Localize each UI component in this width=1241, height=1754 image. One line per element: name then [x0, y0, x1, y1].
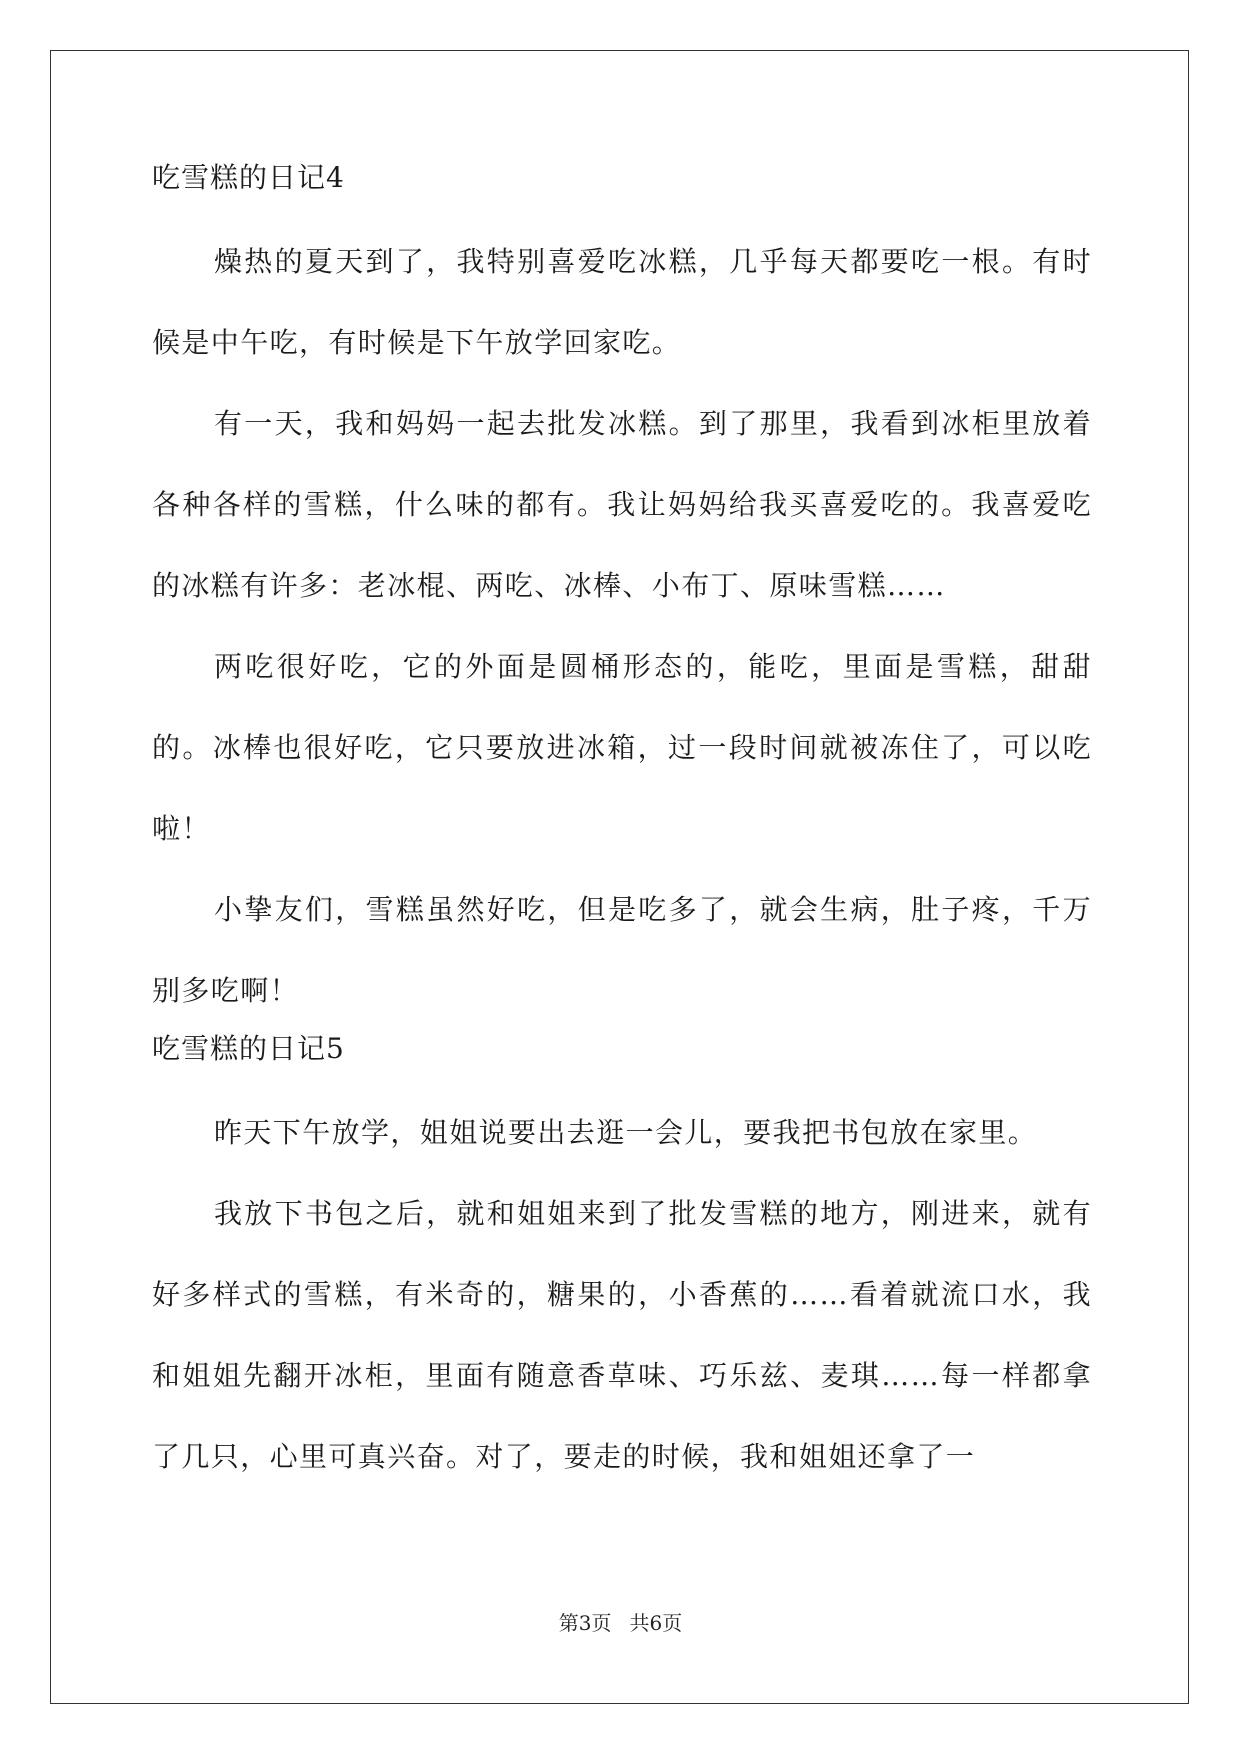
section-title: 吃雪糕的日记4	[152, 161, 345, 194]
page-footer	[0, 1611, 1241, 1635]
paragraph: 我放下书包之后，就和姐姐来到了批发雪糕的地方，刚进来，就有好多样式的雪糕，有米奇的，糖果的，小香蕉的……看着就流口水，我和姐姐先翻开冰柜，里面有随意香草味、巧乐兹、麦琪……每一样都拿了几只，心里可真兴奋。对了，要走的时候，我和姐姐还拿了一	[152, 1197, 1092, 1473]
paragraph: 两吃很好吃，它的外面是圆桶形态的，能吃，里面是雪糕，甜甜的。冰棒也很好吃，它只要放进冰箱，过一段时间就被冻住了，可以吃啦！	[152, 650, 1092, 845]
page-total: 共6页	[629, 1611, 683, 1635]
paragraph: 昨天下午放学，姐姐说要出去逛一会儿，要我把书包放在家里。	[214, 1116, 1038, 1149]
document-body	[152, 160, 1092, 1497]
paragraph: 有一天，我和妈妈一起去批发冰糕。到了那里，我看到冰柜里放着各种各样的雪糕，什么味的都有。我让妈妈给我买喜爱吃的。我喜爱吃的冰糕有许多：老冰棍、两吃、冰棒、小布丁、原味雪糕……	[152, 407, 1092, 602]
paragraph: 小挚友们，雪糕虽然好吃，但是吃多了，就会生病，肚子疼，千万别多吃啊！	[152, 893, 1092, 1007]
section-title: 吃雪糕的日记5	[152, 1032, 345, 1065]
page-number: 第3页	[558, 1611, 612, 1635]
paragraph: 燥热的夏天到了，我特别喜爱吃冰糕，几乎每天都要吃一根。有时候是中午吃，有时候是下午放学回家吃。	[152, 245, 1092, 359]
